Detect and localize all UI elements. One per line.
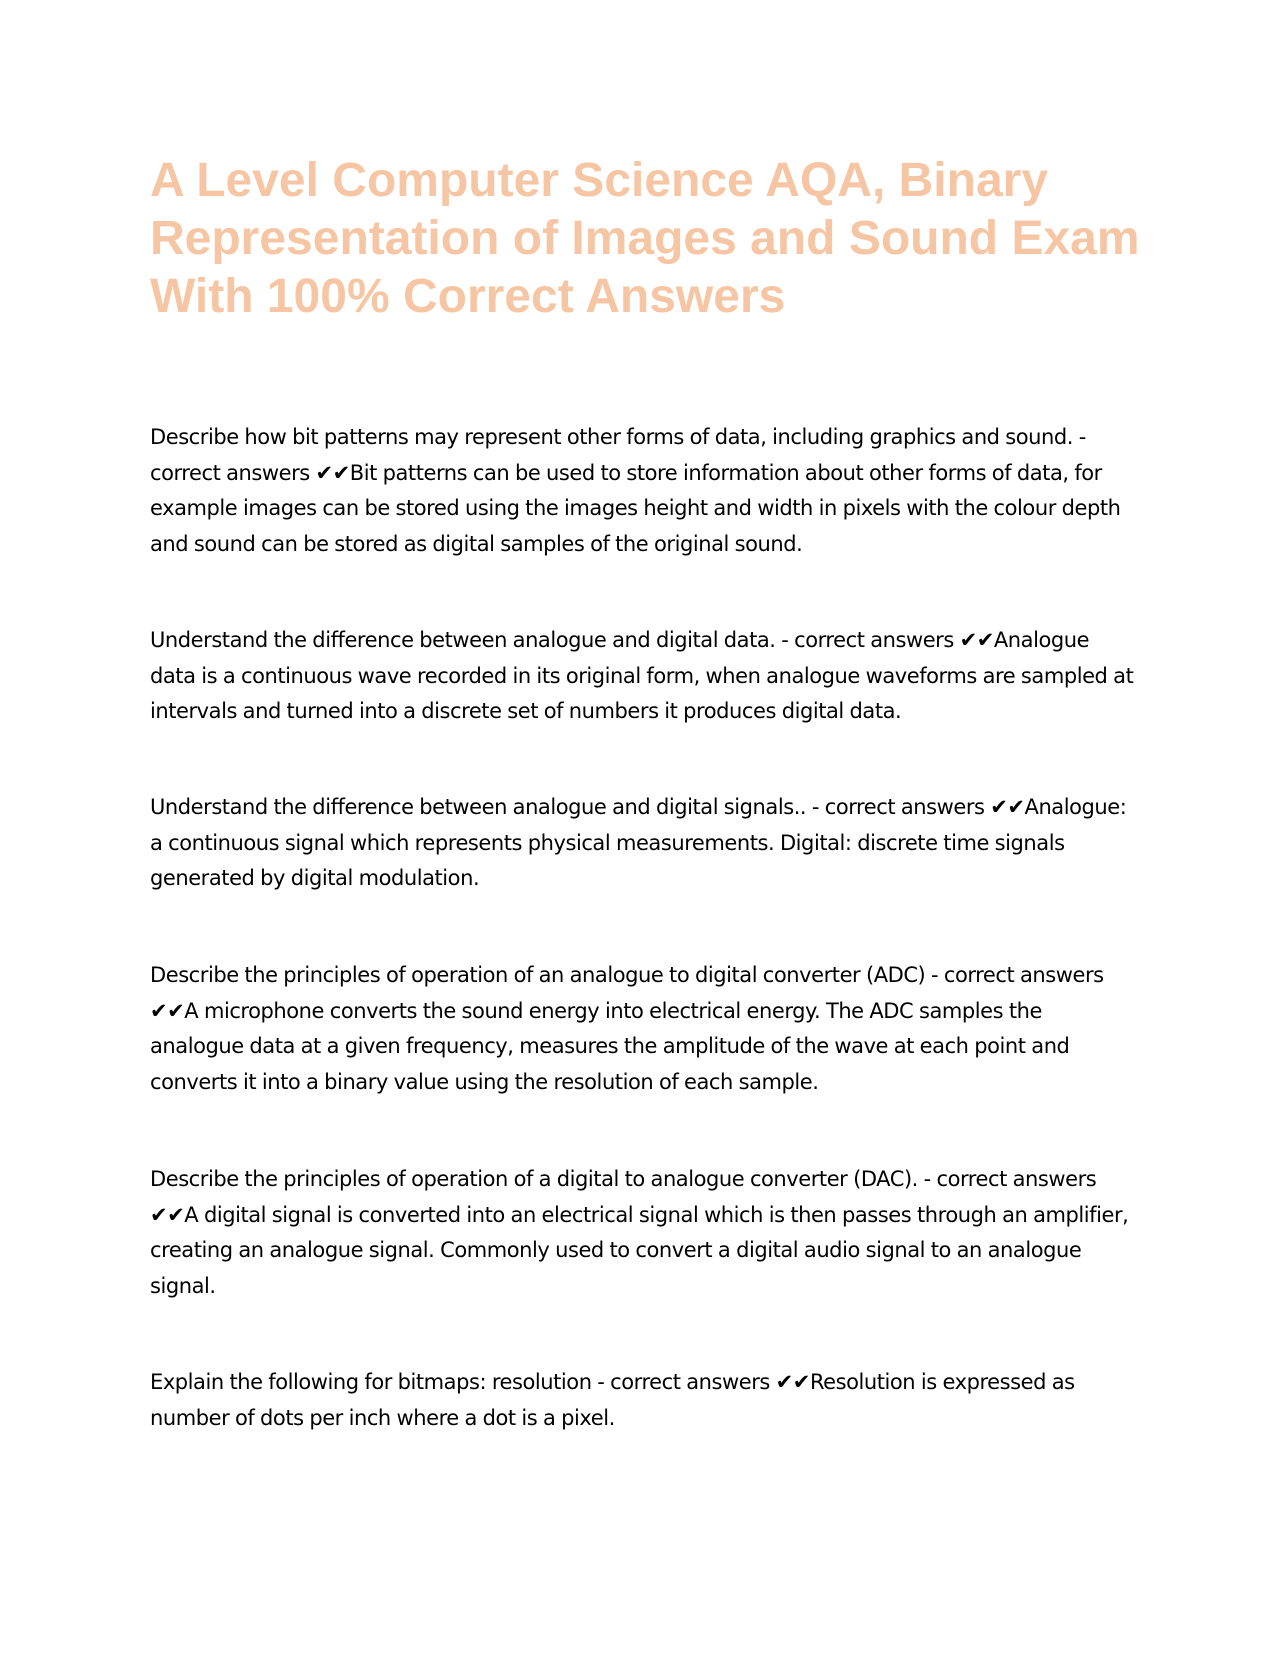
correct-answers-label: - correct answers [917,1167,1097,1191]
check-marks-icon: ✔✔ [150,998,185,1023]
document-title: A Level Computer Science AQA, Binary Representation of Images and Sound Exam With 100% Correct Answers [150,154,1140,323]
question-text: Understand the difference between analogue and digital signals.. [150,795,807,819]
correct-answers-label: - correct answers [150,425,1086,485]
question-text: Explain the following for bitmaps: resolution [150,1370,592,1394]
check-marks-icon: ✔✔ [990,795,1025,819]
answer-text: Bit patterns can be used to store information about other forms of data, for example images can be stored using the images height and width in pixels with the colour depth and sound can be stored as digital samples of the original sound. [150,460,1121,556]
answer-text: A microphone converts the sound energy into electrical energy. The ADC samples the analogue data at a given frequency, measures the amplitude of the wave at each point and converts it into a binary value using the resolution of each sample. [150,998,1070,1094]
check-marks-icon: ✔✔ [315,460,350,485]
question-text: Describe how bit patterns may represent other forms of data, including graphics and sound. [150,425,1073,449]
answer-text: Resolution is expressed as number of dots per inch where a dot is a pixel. [150,1370,1075,1430]
qa-item-2 [150,623,1135,730]
qa-item-6 [150,1365,1135,1436]
check-marks-icon: ✔✔ [959,628,994,652]
qa-item-1 [150,420,1135,562]
qa-item-5 [150,1162,1135,1304]
check-marks-icon: ✔✔ [775,1370,810,1394]
correct-answers-label: - correct answers [806,795,991,819]
question-text: Describe the principles of operation of a digital to analogue converter (DAC). [150,1167,918,1191]
qa-item-4 [150,958,1135,1100]
answer-text: A digital signal is converted into an electrical signal which is then passes through an amplifier, creating an analogue signal. Commonly used to convert a digital audio signal to an analogue signal. [150,1202,1129,1298]
check-marks-icon: ✔✔ [150,1202,185,1227]
answer-text: Analogue data is a continuous wave recorded in its original form, when analogue waveforms are sampled at intervals and turned into a discrete set of numbers it produces digital data. [150,628,1134,723]
correct-answers-label: - correct answers [775,628,960,652]
question-text: Describe the principles of operation of an analogue to digital converter (ADC) [150,963,926,987]
qa-item-3 [150,790,1135,897]
correct-answers-label: - correct answers [925,963,1104,987]
question-text: Understand the difference between analogue and digital data. [150,628,776,652]
correct-answers-label: - correct answers [591,1370,776,1394]
answer-text: Analogue: a continuous signal which represents physical measurements. Digital: discrete time signals generated by digital modulation. [150,795,1127,890]
